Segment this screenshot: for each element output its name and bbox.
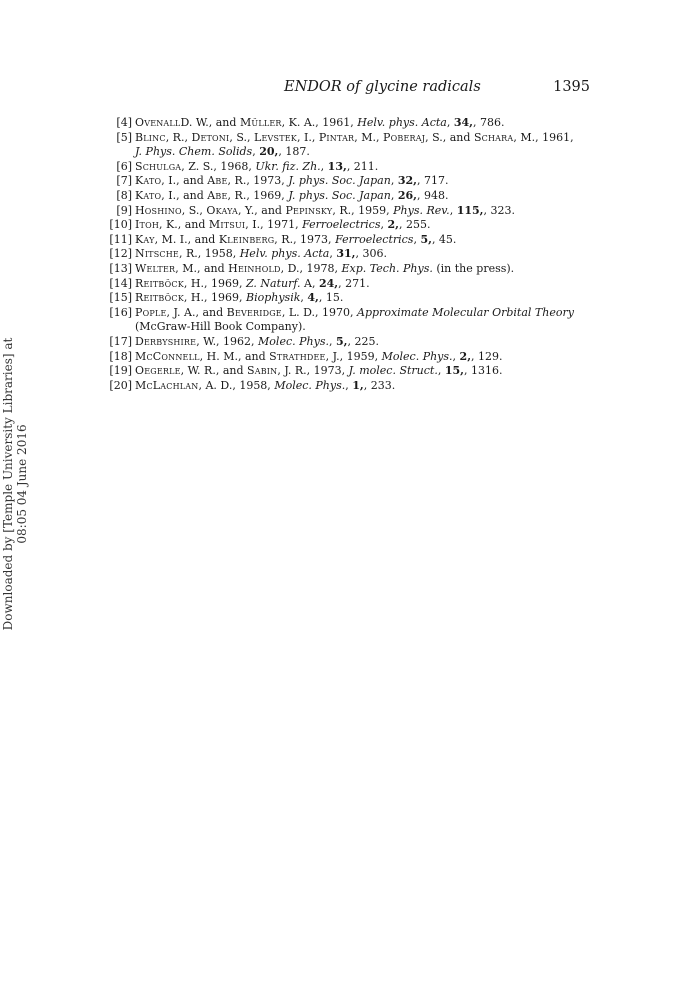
reference-fragment: , 233. bbox=[363, 378, 396, 392]
reference-fragment: Ferroelectrics bbox=[302, 218, 381, 232]
reference-fragment: Biophysik bbox=[245, 291, 301, 305]
reference-fragment: Helv. phys. Acta bbox=[239, 247, 330, 261]
reference-fragment: , M., and bbox=[175, 261, 229, 275]
reference-fragment: Helv. phys. Acta bbox=[357, 116, 447, 129]
reference-fragment: Sabin bbox=[247, 364, 278, 378]
reference-item bbox=[108, 364, 593, 379]
reference-number: [18] bbox=[109, 349, 132, 363]
reference-fragment: Derbyshire bbox=[135, 334, 197, 348]
reference-item bbox=[108, 174, 593, 189]
reference-fragment: Molec. Phys. bbox=[274, 378, 346, 392]
reference-fragment: , J. A., and bbox=[166, 305, 227, 319]
reference-number: [4] bbox=[116, 116, 132, 129]
reference-text bbox=[135, 350, 503, 363]
reference-fragment: J. Phys. Chem. Solids bbox=[135, 145, 253, 159]
reference-text bbox=[135, 262, 514, 275]
reference-fragment: , 45. bbox=[431, 232, 457, 246]
reference-fragment: Approximate Molecular Orbital Theory bbox=[357, 305, 574, 319]
reference-fragment: , M., bbox=[354, 130, 384, 144]
reference-text bbox=[135, 204, 515, 217]
reference-fragment: , J., 1959, bbox=[325, 349, 382, 363]
reference-text bbox=[135, 335, 379, 348]
reference-text bbox=[135, 277, 370, 290]
reference-fragment: 24, bbox=[319, 276, 339, 290]
reference-fragment: 2, bbox=[459, 349, 472, 363]
reference-fragment: Itoh bbox=[135, 218, 160, 232]
reference-fragment: , bbox=[329, 247, 337, 261]
reference-fragment: McConnell bbox=[135, 349, 200, 363]
reference-fragment: Hoshino bbox=[135, 203, 182, 217]
reference-fragment: 4, bbox=[307, 291, 319, 305]
reference-fragment: Kay bbox=[135, 232, 155, 246]
reference-item bbox=[108, 247, 593, 262]
reference-fragment: , 1316. bbox=[463, 364, 503, 378]
reference-fragment: 15, bbox=[444, 364, 464, 378]
reference-number: [12] bbox=[109, 247, 132, 261]
reference-fragment: , R., bbox=[165, 130, 192, 144]
reference-fragment: Reitböck bbox=[135, 291, 184, 305]
reference-text bbox=[135, 218, 430, 231]
reference-fragment: , H., 1969, bbox=[183, 291, 246, 305]
reference-fragment: , Y., and bbox=[237, 203, 286, 217]
reference-fragment: , M., 1961, bbox=[513, 130, 574, 144]
reference-fragment: Kato bbox=[135, 188, 162, 202]
reference-fragment: (McGraw-Hill Book Company). bbox=[135, 320, 306, 334]
reference-fragment: Ferroelectrics bbox=[335, 232, 414, 246]
reference-fragment: Kleinberg bbox=[218, 232, 275, 246]
reference-fragment: , bbox=[252, 145, 260, 159]
reference-text bbox=[135, 160, 378, 173]
reference-fragment: , 306. bbox=[355, 247, 387, 261]
page-header bbox=[284, 79, 590, 99]
reference-fragment: , 225. bbox=[347, 334, 379, 348]
reference-fragment: Detoni bbox=[191, 130, 230, 144]
reference-fragment: , L. D., 1970, bbox=[281, 305, 358, 319]
reference-fragment: , H. M., and bbox=[199, 349, 270, 363]
reference-fragment: , S., and bbox=[425, 130, 474, 144]
reference-list bbox=[108, 116, 593, 393]
reference-item bbox=[108, 306, 593, 335]
reference-number: [5] bbox=[116, 130, 132, 144]
reference-fragment: , bbox=[300, 291, 308, 305]
reference-fragment: 1, bbox=[352, 378, 364, 392]
reference-fragment: J. molec. Struct. bbox=[348, 364, 438, 378]
reference-number: [20] bbox=[109, 378, 132, 392]
reference-item bbox=[108, 233, 593, 248]
reference-text bbox=[135, 189, 448, 202]
reference-number: [8] bbox=[116, 188, 132, 202]
reference-fragment: Ovenall bbox=[135, 116, 181, 129]
download-watermark: Downloaded by [Temple University Libraries] at 08:05 04 June 2016 bbox=[1, 337, 29, 631]
reference-fragment: , 717. bbox=[416, 174, 449, 188]
reference-fragment: , S., bbox=[229, 130, 255, 144]
reference-fragment: , 271. bbox=[338, 276, 370, 290]
reference-fragment: , bbox=[437, 364, 445, 378]
reference-fragment: , R., 1973, bbox=[227, 174, 289, 188]
reference-fragment: Mitsui bbox=[208, 218, 246, 232]
reference-fragment: Schulga bbox=[135, 159, 182, 173]
reference-fragment: Exp. Tech. Phys. bbox=[341, 261, 433, 275]
reference-fragment: Abe bbox=[207, 174, 228, 188]
reference-number: [15] bbox=[109, 291, 132, 305]
reference-number: [11] bbox=[109, 232, 132, 246]
reference-fragment: Blinc bbox=[135, 130, 166, 144]
reference-fragment: , 948. bbox=[416, 188, 449, 202]
reference-item bbox=[108, 291, 593, 306]
reference-fragment: J. phys. Soc. Japan bbox=[288, 188, 391, 202]
reference-fragment: 2, bbox=[387, 218, 399, 232]
reference-fragment: , Z. S., 1968, bbox=[181, 159, 256, 173]
reference-fragment: , 129. bbox=[471, 349, 503, 363]
reference-item bbox=[108, 160, 593, 175]
reference-fragment: , I., and bbox=[161, 188, 208, 202]
reference-text bbox=[135, 116, 505, 129]
reference-fragment: , I., 1971, bbox=[245, 218, 303, 232]
reference-fragment: Pople bbox=[135, 305, 167, 319]
reference-fragment: D. W., and bbox=[180, 116, 240, 129]
reference-fragment: 20, bbox=[259, 145, 279, 159]
reference-text bbox=[135, 233, 456, 246]
reference-fragment: Molec. Phys. bbox=[258, 334, 329, 348]
reference-fragment: , bbox=[380, 218, 388, 232]
reference-number: [6] bbox=[116, 159, 132, 173]
reference-fragment: , R., 1969, bbox=[227, 188, 289, 202]
reference-fragment: Molec. Phys. bbox=[381, 349, 453, 363]
reference-fragment: , I., bbox=[296, 130, 319, 144]
reference-fragment: , R., 1959, bbox=[332, 203, 394, 217]
reference-fragment: , bbox=[390, 188, 398, 202]
reference-fragment: Kato bbox=[135, 174, 162, 188]
reference-fragment: , bbox=[328, 334, 336, 348]
reference-fragment: Reitböck bbox=[135, 276, 184, 290]
reference-fragment: Phys. Rev. bbox=[393, 203, 450, 217]
reference-continuation bbox=[135, 320, 593, 335]
reference-item bbox=[108, 335, 593, 350]
reference-fragment: McLachlan bbox=[135, 378, 199, 392]
reference-fragment: Ukr. fiz. Zh. bbox=[255, 159, 321, 173]
reference-continuation bbox=[135, 145, 593, 160]
reference-item bbox=[108, 379, 593, 394]
running-title: ENDOR of glycine radicals bbox=[284, 79, 481, 95]
reference-fragment: 5, bbox=[420, 232, 432, 246]
reference-fragment: 13, bbox=[327, 159, 347, 173]
reference-fragment: Schara bbox=[473, 130, 514, 144]
reference-fragment: , bbox=[345, 378, 353, 392]
reference-text bbox=[135, 247, 387, 260]
reference-fragment: Pintar bbox=[318, 130, 355, 144]
reference-number: [7] bbox=[116, 174, 132, 188]
reference-text bbox=[135, 131, 574, 144]
reference-item bbox=[108, 350, 593, 365]
reference-fragment: , 323. bbox=[483, 203, 515, 217]
reference-fragment: , bbox=[449, 203, 457, 217]
reference-fragment: , S., bbox=[181, 203, 207, 217]
reference-fragment: Heinhold bbox=[228, 261, 281, 275]
reference-item bbox=[108, 116, 593, 131]
reference-fragment: , bbox=[413, 232, 421, 246]
reference-fragment: , R., 1958, bbox=[178, 247, 240, 261]
reference-fragment: Müller bbox=[239, 116, 282, 129]
reference-fragment: , K. A., 1961, bbox=[281, 116, 358, 129]
reference-number: [19] bbox=[109, 364, 132, 378]
reference-fragment: Abe bbox=[207, 188, 228, 202]
reference-item bbox=[108, 218, 593, 233]
reference-fragment: Z. Naturf. bbox=[245, 276, 301, 290]
reference-fragment: Nitsche bbox=[135, 247, 179, 261]
reference-number: [14] bbox=[109, 276, 132, 290]
reference-fragment: , bbox=[446, 116, 454, 129]
reference-text bbox=[135, 174, 448, 187]
reference-fragment: , 187. bbox=[278, 145, 310, 159]
reference-text bbox=[135, 364, 502, 377]
reference-fragment: , bbox=[320, 159, 328, 173]
reference-fragment: , A. D., 1958, bbox=[198, 378, 275, 392]
reference-fragment: , 255. bbox=[398, 218, 431, 232]
reference-text bbox=[135, 291, 343, 304]
reference-text bbox=[135, 379, 395, 392]
reference-item bbox=[108, 277, 593, 292]
reference-fragment: , D., 1978, bbox=[280, 261, 342, 275]
reference-number: [17] bbox=[109, 334, 132, 348]
reference-fragment: Pepinsky bbox=[285, 203, 333, 217]
reference-fragment: , W., 1962, bbox=[196, 334, 259, 348]
reference-fragment: , H., 1969, bbox=[183, 276, 246, 290]
reference-fragment: Strathdee bbox=[269, 349, 326, 363]
reference-fragment: Okaya bbox=[206, 203, 238, 217]
reference-fragment: 115, bbox=[456, 203, 484, 217]
reference-item bbox=[108, 131, 593, 160]
reference-item bbox=[108, 204, 593, 219]
reference-fragment: , 15. bbox=[318, 291, 344, 305]
reference-fragment: 32, bbox=[397, 174, 417, 188]
reference-item bbox=[108, 189, 593, 204]
reference-item bbox=[108, 262, 593, 277]
reference-fragment: 5, bbox=[335, 334, 348, 348]
reference-fragment: 31, bbox=[336, 247, 356, 261]
reference-fragment: A, bbox=[300, 276, 319, 290]
reference-fragment: , R., 1973, bbox=[274, 232, 336, 246]
reference-fragment: , 211. bbox=[346, 159, 379, 173]
reference-fragment: Oegerle bbox=[135, 364, 181, 378]
reference-fragment: 26, bbox=[397, 188, 417, 202]
reference-fragment: Beveridge bbox=[226, 305, 282, 319]
reference-fragment: , W. R., and bbox=[180, 364, 247, 378]
reference-fragment: 34, bbox=[453, 116, 473, 129]
reference-fragment: , J. R., 1973, bbox=[277, 364, 349, 378]
reference-fragment: Welter bbox=[135, 261, 176, 275]
reference-fragment: , M. I., and bbox=[154, 232, 219, 246]
reference-fragment: Levstek bbox=[254, 130, 297, 144]
reference-fragment: J. phys. Soc. Japan bbox=[288, 174, 391, 188]
reference-number: [9] bbox=[116, 203, 132, 217]
reference-number: [16] bbox=[109, 305, 132, 319]
reference-fragment: , bbox=[390, 174, 398, 188]
reference-fragment: , 786. bbox=[473, 116, 505, 129]
reference-fragment: , bbox=[452, 349, 460, 363]
reference-fragment: , I., and bbox=[161, 174, 208, 188]
reference-number: [13] bbox=[109, 261, 132, 275]
reference-text bbox=[135, 306, 574, 319]
reference-number: [10] bbox=[109, 218, 132, 232]
reference-fragment: (in the press). bbox=[432, 261, 515, 275]
reference-fragment: Poberaj bbox=[383, 130, 426, 144]
page-number: 1395 bbox=[553, 79, 590, 95]
reference-fragment: , K., and bbox=[159, 218, 209, 232]
